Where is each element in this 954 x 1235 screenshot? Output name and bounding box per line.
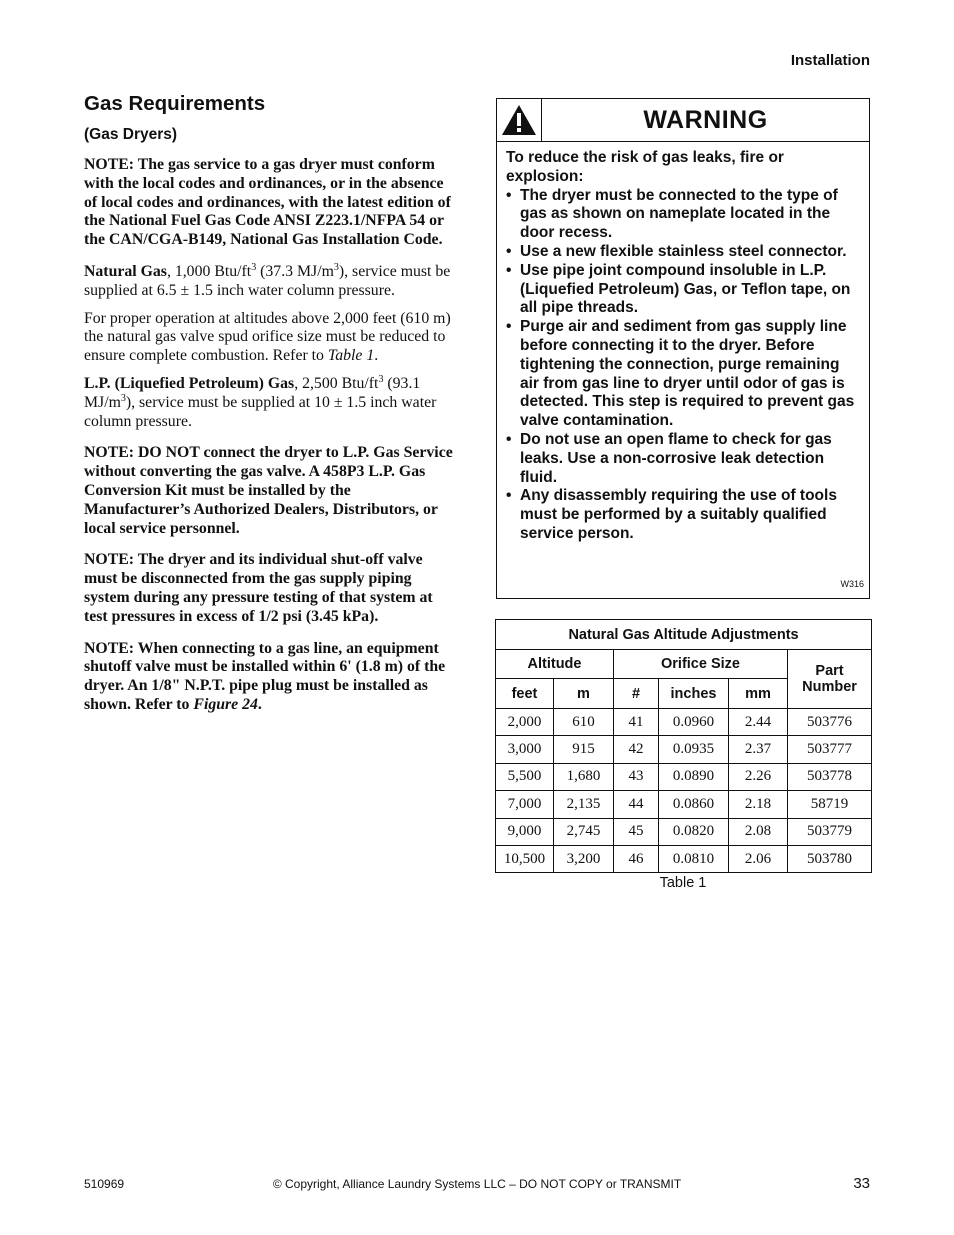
cell-orifice-number: 42 [614,736,659,763]
column-header-inches: inches [659,679,729,709]
table-row [496,791,872,818]
note-pressure-testing: NOTE: The dryer and its individual shut-off valve must be disconnected from the gas supply piping system during any pressure testing of that system at test pressures in excess of 1/2 psi (3.45 kPa). [84,551,433,625]
lp-gas-sup-1: 3 [378,373,384,385]
cell-m: 915 [554,736,614,763]
lp-gas-text-3: ), service must be supplied at 10 ± 1.5 inch water column pressure. [84,393,437,430]
warning-item: • Use a new flexible stainless steel connector. [506,243,859,262]
warning-list [506,187,859,544]
table-reference-link[interactable]: Table 1 [327,347,375,365]
cell-part-number: 503780 [788,845,872,872]
warning-item: • Purge air and sediment from gas supply line before connecting it to the dryer. Before tightening the connection, purge remaining air from gas line to dryer until odor of gas is detected. This step is required to prevent gas valve contamination. [506,318,859,431]
lp-gas-paragraph [84,375,456,431]
altitude-adjustments-table [495,619,872,873]
cell-inches: 0.0890 [659,763,729,790]
natural-gas-text-1: , 1,000 Btu/ft [166,262,252,280]
cell-part-number: 503779 [788,818,872,845]
column-header-mm: mm [729,679,788,709]
table-caption: Table 1 [659,875,707,891]
page-title: Gas Requirements [84,92,266,115]
natural-gas-sup-1: 3 [251,261,257,273]
note-gas-codes: NOTE: The gas service to a gas dryer must conform with the local codes and ordinances, or in the absence of local codes and ordinances, with the latest edition of the National Fuel Gas Code ANSI Z223.1/NFPA 54 or the CAN/CGA-B149, National Gas Installation Code. [84,156,451,249]
cell-inches: 0.0935 [659,736,729,763]
note-lp-conversion: NOTE: DO NOT connect the dryer to L.P. Gas Service without converting the gas valve. A 458P3 L.P. Gas Conversion Kit must be installed by the Manufacturer’s Authorized Dealers, Distributors, or local service personnel. [84,444,453,537]
cell-inches: 0.0960 [659,709,729,736]
lp-gas-label: L.P. (Liquefied Petroleum) Gas [84,374,295,392]
warning-item: • Any disassembly requiring the use of tools must be performed by a suitably qualified service person. [506,487,859,543]
page-footer [84,1177,870,1195]
cell-orifice-number: 41 [614,709,659,736]
cell-part-number: 503778 [788,763,872,790]
cell-feet: 9,000 [496,818,554,845]
cell-part-number: 58719 [788,791,872,818]
altitude-text: For proper operation at altitudes above 2,000 feet (610 m) the natural gas valve spud orifice size must be reduced to ensure complete combustion. Refer to [84,309,451,365]
altitude-paragraph [84,310,456,366]
cell-orifice-number: 46 [614,845,659,872]
copyright-notice: © Copyright, Alliance Laundry Systems LLC – DO NOT COPY or TRANSMIT [272,1177,682,1191]
warning-code: W316 [840,579,864,589]
note-shutoff-valve [84,640,456,715]
figure-reference-link[interactable]: Figure 24 [193,695,258,713]
cell-orifice-number: 43 [614,763,659,790]
warning-title: WARNING [643,105,768,134]
orifice-group-header: Orifice Size [614,650,788,679]
lp-gas-text-2: (93.1 MJ/m [84,374,421,411]
cell-feet: 5,500 [496,763,554,790]
cell-inches: 0.0820 [659,818,729,845]
cell-mm: 2.44 [729,709,788,736]
altitude-end: . [374,347,379,365]
natural-gas-sup-2: 3 [333,261,339,273]
cell-mm: 2.37 [729,736,788,763]
table-row [496,845,872,872]
cell-mm: 2.06 [729,845,788,872]
natural-gas-text-3: ), service must be supplied at 6.5 ± 1.5 inch water column pressure. [84,262,451,299]
section-header: Installation [790,52,870,69]
cell-m: 3,200 [554,845,614,872]
part-number-header: Part Number [788,650,872,709]
cell-inches: 0.0810 [659,845,729,872]
cell-mm: 2.08 [729,818,788,845]
lp-gas-sup-2: 3 [120,392,126,404]
cell-m: 2,745 [554,818,614,845]
shutoff-valve-end: . [257,695,262,713]
warning-item: • The dryer must be connected to the type of gas as shown on nameplate located in the door recess. [506,187,859,243]
cell-m: 2,135 [554,791,614,818]
page-number: 33 [853,1175,870,1192]
column-header-feet: feet [496,679,554,709]
natural-gas-text-2: (37.3 MJ/m [256,262,334,280]
warning-box [496,98,870,599]
natural-gas-paragraph [84,263,456,301]
warning-icon-cell [497,99,542,141]
cell-part-number: 503777 [788,736,872,763]
shutoff-valve-text: NOTE: When connecting to a gas line, an equipment shutoff valve must be installed within 6' (1.8 m) of the dryer. An 1/8" N.P.T. pipe plug must be installed as shown. Refer to [84,639,446,713]
table-row [496,709,872,736]
column-header-number: # [614,679,659,709]
cell-m: 1,680 [554,763,614,790]
cell-feet: 2,000 [496,709,554,736]
document-number: 510969 [84,1177,125,1191]
table-row [496,763,872,790]
cell-orifice-number: 44 [614,791,659,818]
cell-inches: 0.0860 [659,791,729,818]
cell-mm: 2.18 [729,791,788,818]
gas-requirements-section [84,92,456,724]
natural-gas-label: Natural Gas [84,262,167,280]
table-title: Natural Gas Altitude Adjustments [496,620,872,650]
warning-intro: To reduce the risk of gas leaks, fire or explosion: [506,149,784,185]
warning-header [497,99,869,142]
cell-feet: 10,500 [496,845,554,872]
table-row [496,818,872,845]
cell-feet: 7,000 [496,791,554,818]
warning-triangle-icon [501,104,537,136]
warning-item: • Use pipe joint compound insoluble in L.P. (Liquefied Petroleum) Gas, or Teflon tape, on all pipe threads. [506,262,859,318]
lp-gas-text-1: , 2,500 Btu/ft [294,374,379,392]
column-header-m: m [554,679,614,709]
cell-orifice-number: 45 [614,818,659,845]
page-subtitle: (Gas Dryers) [84,126,178,143]
cell-m: 610 [554,709,614,736]
cell-part-number: 503776 [788,709,872,736]
altitude-group-header: Altitude [496,650,614,679]
cell-mm: 2.26 [729,763,788,790]
cell-feet: 3,000 [496,736,554,763]
warning-body [497,142,869,544]
table-row [496,736,872,763]
warning-item: • Do not use an open flame to check for gas leaks. Use a non-corrosive leak detection fluid. [506,431,859,487]
